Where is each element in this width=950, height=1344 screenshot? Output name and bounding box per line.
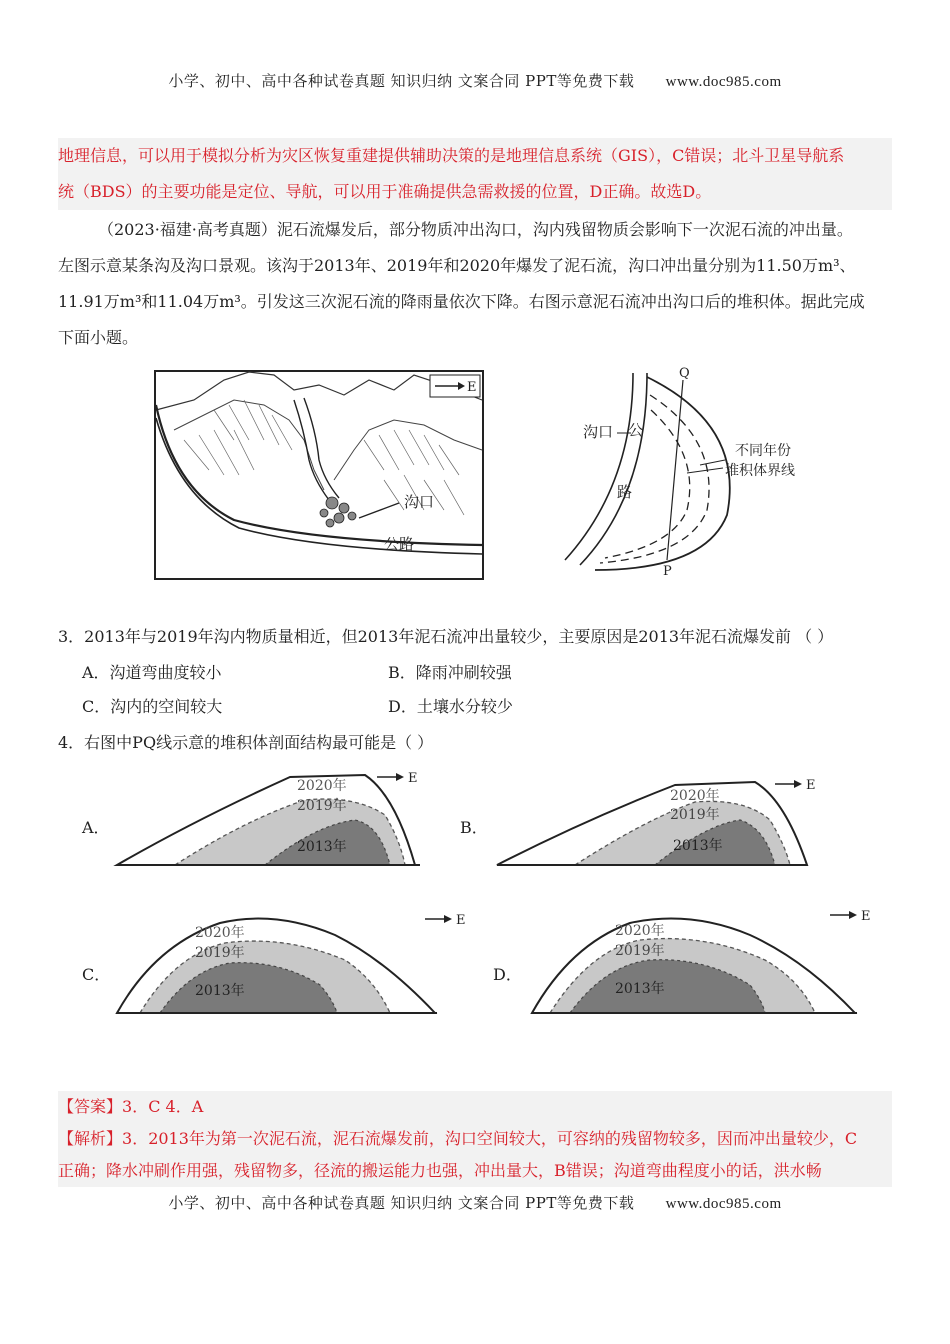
answer-label: 【答案】 [58, 1097, 123, 1116]
profile-a-2020: 2020年 [297, 778, 347, 794]
stem-line-4: 下面小题。 [58, 328, 139, 347]
profile-d-2013: 2013年 [615, 981, 665, 997]
previous-explanation [58, 138, 892, 210]
left-road-label: 公路 [384, 535, 415, 553]
profile-b-2020: 2020年 [670, 788, 720, 804]
right-gully-label: 沟口 [583, 423, 614, 441]
question-4: 4．右图中PQ线示意的堆积体剖面结构最可能是（ ） [58, 733, 434, 752]
q3-option-a[interactable]: A．沟道弯曲度较小 [82, 663, 222, 682]
profile-a-arrow: E [408, 771, 418, 786]
profile-c[interactable] [115, 905, 466, 1020]
header-text: 小学、初中、高中各种试卷真题 知识归纳 文案合同 PPT等免费下载 [168, 72, 635, 90]
q3-option-b[interactable]: B．降雨冲刷较强 [388, 663, 512, 682]
explanation-line-2: 统（BDS）的主要功能是定位、导航，可以用于准确提供急需救援的位置，D正确。故选D。 [58, 182, 712, 201]
explanation-line-1: 地理信息，可以用于模拟分析为灾区恢复重建提供辅助决策的是地理信息系统（GIS），C错误；北斗卫星导航系 [58, 146, 845, 165]
left-gully-label: 沟口 [404, 493, 435, 511]
profile-b[interactable] [495, 770, 825, 870]
road-char-2: 路 [617, 483, 633, 501]
page-footer [0, 1192, 950, 1213]
label-q: Q [679, 366, 690, 381]
analysis-label: 【解析】 [58, 1129, 123, 1148]
profile-a-2019: 2019年 [297, 798, 347, 814]
footer-text: 小学、初中、高中各种试卷真题 知识归纳 文案合同 PPT等免费下载 [168, 1194, 635, 1212]
profile-b-2019: 2019年 [670, 807, 720, 823]
footer-url[interactable]: www.doc985.com [665, 1196, 782, 1212]
profile-d-arrow: E [861, 909, 871, 924]
page-header [0, 70, 950, 91]
profile-b-2013: 2013年 [673, 838, 723, 854]
q3-option-c[interactable]: C．沟内的空间较大 [82, 697, 223, 716]
stem-line-3: 11.91万m³和11.04万m³。引发这三次泥石流的降雨量依次下降。右图示意泥石流冲出沟口后的堆积体。据此完成 [58, 292, 865, 311]
left-arrow-label: E [467, 380, 477, 395]
question-3: 3．2013年与2019年沟内物质量相近，但2013年泥石流冲出量较少，主要原因是2013年泥石流爆发前 （ ） [58, 627, 834, 646]
profile-c-arrow: E [456, 913, 466, 928]
profile-d[interactable] [530, 905, 870, 1020]
profile-a[interactable] [115, 765, 435, 870]
q3-option-d[interactable]: D．土壤水分较少 [388, 697, 513, 716]
question-stem [58, 212, 894, 356]
road-char-1: 公 [628, 421, 644, 439]
analysis-line-2: 正确；降水冲刷作用强，残留物多，径流的搬运能力也强，冲出量大，B错误；沟道弯曲程度小的话，洪水畅 [58, 1161, 822, 1180]
q4-option-b-label[interactable]: B． [460, 818, 488, 837]
profile-d-2019: 2019年 [615, 943, 665, 959]
answer-line [58, 1091, 892, 1123]
profile-d-2020: 2020年 [615, 923, 665, 939]
q4-option-a-label[interactable]: A． [82, 818, 110, 837]
profile-c-2020: 2020年 [195, 925, 245, 941]
right-figure-deposit [555, 365, 820, 579]
answer-text: 3．C 4．A [122, 1097, 204, 1116]
legend-line-2: 堆积体界线 [725, 463, 795, 479]
analysis-line-1 [58, 1123, 892, 1155]
legend-line-1: 不同年份 [735, 443, 791, 459]
label-p: P [663, 564, 672, 579]
profile-b-arrow: E [806, 778, 816, 793]
profile-c-2019: 2019年 [195, 945, 245, 961]
stem-line-1: （2023·福建·高考真题）泥石流爆发后，部分物质冲出沟口，沟内残留物质会影响下一次泥石流的冲出量。 [98, 220, 853, 239]
profile-a-2013: 2013年 [297, 839, 347, 855]
left-figure-landscape [154, 370, 484, 580]
header-url[interactable]: www.doc985.com [665, 74, 782, 90]
q4-option-c-label[interactable]: C． [82, 965, 111, 984]
analysis-text-1: 3．2013年为第一次泥石流，泥石流爆发前，沟口空间较大，可容纳的残留物较多，因而冲出量较少，C [122, 1129, 858, 1148]
profile-c-2013: 2013年 [195, 983, 245, 999]
stem-line-2: 左图示意某条沟及沟口景观。该沟于2013年、2019年和2020年爆发了泥石流，沟口冲出量分别为11.50万m³、 [58, 256, 856, 275]
q4-option-d-label[interactable]: D． [493, 965, 522, 984]
answer-block [58, 1091, 892, 1187]
